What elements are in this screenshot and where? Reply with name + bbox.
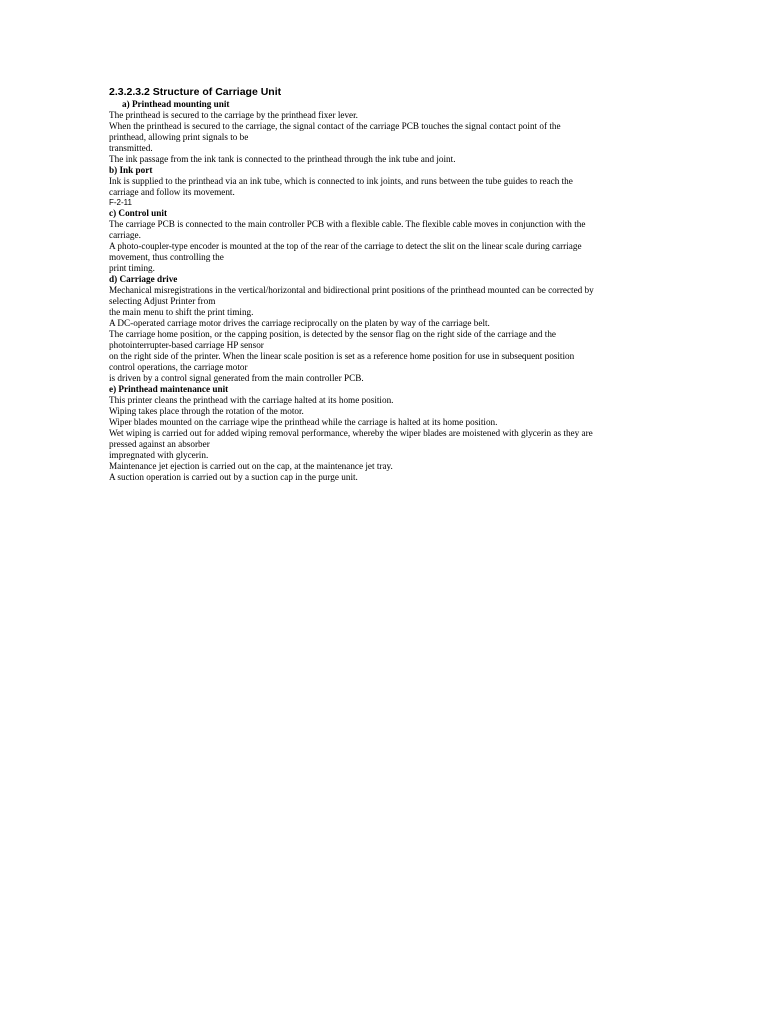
paragraph-line: The printhead is secured to the carriage by the printhead fixer lever. [109,110,358,120]
section-title: 2.3.2.3.2 Structure of Carriage Unit [109,86,282,98]
paragraph-line: A photo-coupler-type encoder is mounted at the top of the rear of the carriage to detect the slit on the linear scale during carriage [109,241,582,251]
paragraph-line: Wiping takes place through the rotation of the motor. [109,406,304,416]
paragraph-line: the main menu to shift the print timing. [109,307,254,317]
paragraph-line: Wiper blades mounted on the carriage wipe the printhead while the carriage is halted at its home position. [109,417,498,427]
paragraph-line: Maintenance jet ejection is carried out on the cap, at the maintenance jet tray. [109,461,393,471]
paragraph-line: print timing. [109,263,155,273]
paragraph-line: selecting Adjust Printer from [109,296,216,306]
document-body [109,86,661,483]
paragraph-line: Mechanical misregistrations in the vertical/horizontal and bidirectional print positions of the printhead mounted can be corrected by [109,285,594,295]
paragraph-line: transmitted. [109,143,153,153]
paragraph-line: on the right side of the printer. When the linear scale position is set as a reference home position for use in subsequent position [109,351,575,361]
paragraph-line: Ink is supplied to the printhead via an ink tube, which is connected to ink joints, and runs between the tube guides to reach the [109,176,573,186]
paragraph-line: This printer cleans the printhead with the carriage halted at its home position. [109,395,394,405]
paragraph-line: carriage and follow its movement. [109,187,235,197]
paragraph-line: carriage. [109,230,141,240]
paragraph-line: printhead, allowing print signals to be [109,132,249,142]
paragraph-line: control operations, the carriage motor [109,362,248,372]
paragraph-line: The carriage PCB is connected to the main controller PCB with a flexible cable. The flexible cable moves in conjunction with the [109,219,586,229]
paragraph-line: impregnated with glycerin. [109,450,209,460]
subsection-heading-printhead-mounting-unit: a) Printhead mounting unit [122,99,230,109]
paragraph-line: is driven by a control signal generated from the main controller PCB. [109,373,364,383]
paragraph-line: photointerrupter-based carriage HP sensor [109,340,264,350]
paragraph-line: The carriage home position, or the capping position, is detected by the sensor flag on the right side of the carriage and the [109,329,556,339]
figure-reference: F-2-11 [109,198,132,207]
paragraph-line: A suction operation is carried out by a suction cap in the purge unit. [109,472,358,482]
subsection-heading-control-unit: c) Control unit [109,208,168,218]
subsection-heading-printhead-maintenance-unit: e) Printhead maintenance unit [109,384,229,394]
subsection-heading-carriage-drive: d) Carriage drive [109,274,178,284]
paragraph-line: The ink passage from the ink tank is connected to the printhead through the ink tube and joint. [109,154,456,164]
paragraph-line: movement, thus controlling the [109,252,224,262]
paragraph-line: Wet wiping is carried out for added wiping removal performance, whereby the wiper blades are moistened with glycerin as they are [109,428,593,438]
paragraph-line: A DC-operated carriage motor drives the carriage reciprocally on the platen by way of the carriage belt. [109,318,490,328]
paragraph-line: When the printhead is secured to the carriage, the signal contact of the carriage PCB touches the signal contact point of the [109,121,561,131]
paragraph-line: pressed against an absorber [109,439,210,449]
subsection-heading-ink-port: b) Ink port [109,165,153,175]
